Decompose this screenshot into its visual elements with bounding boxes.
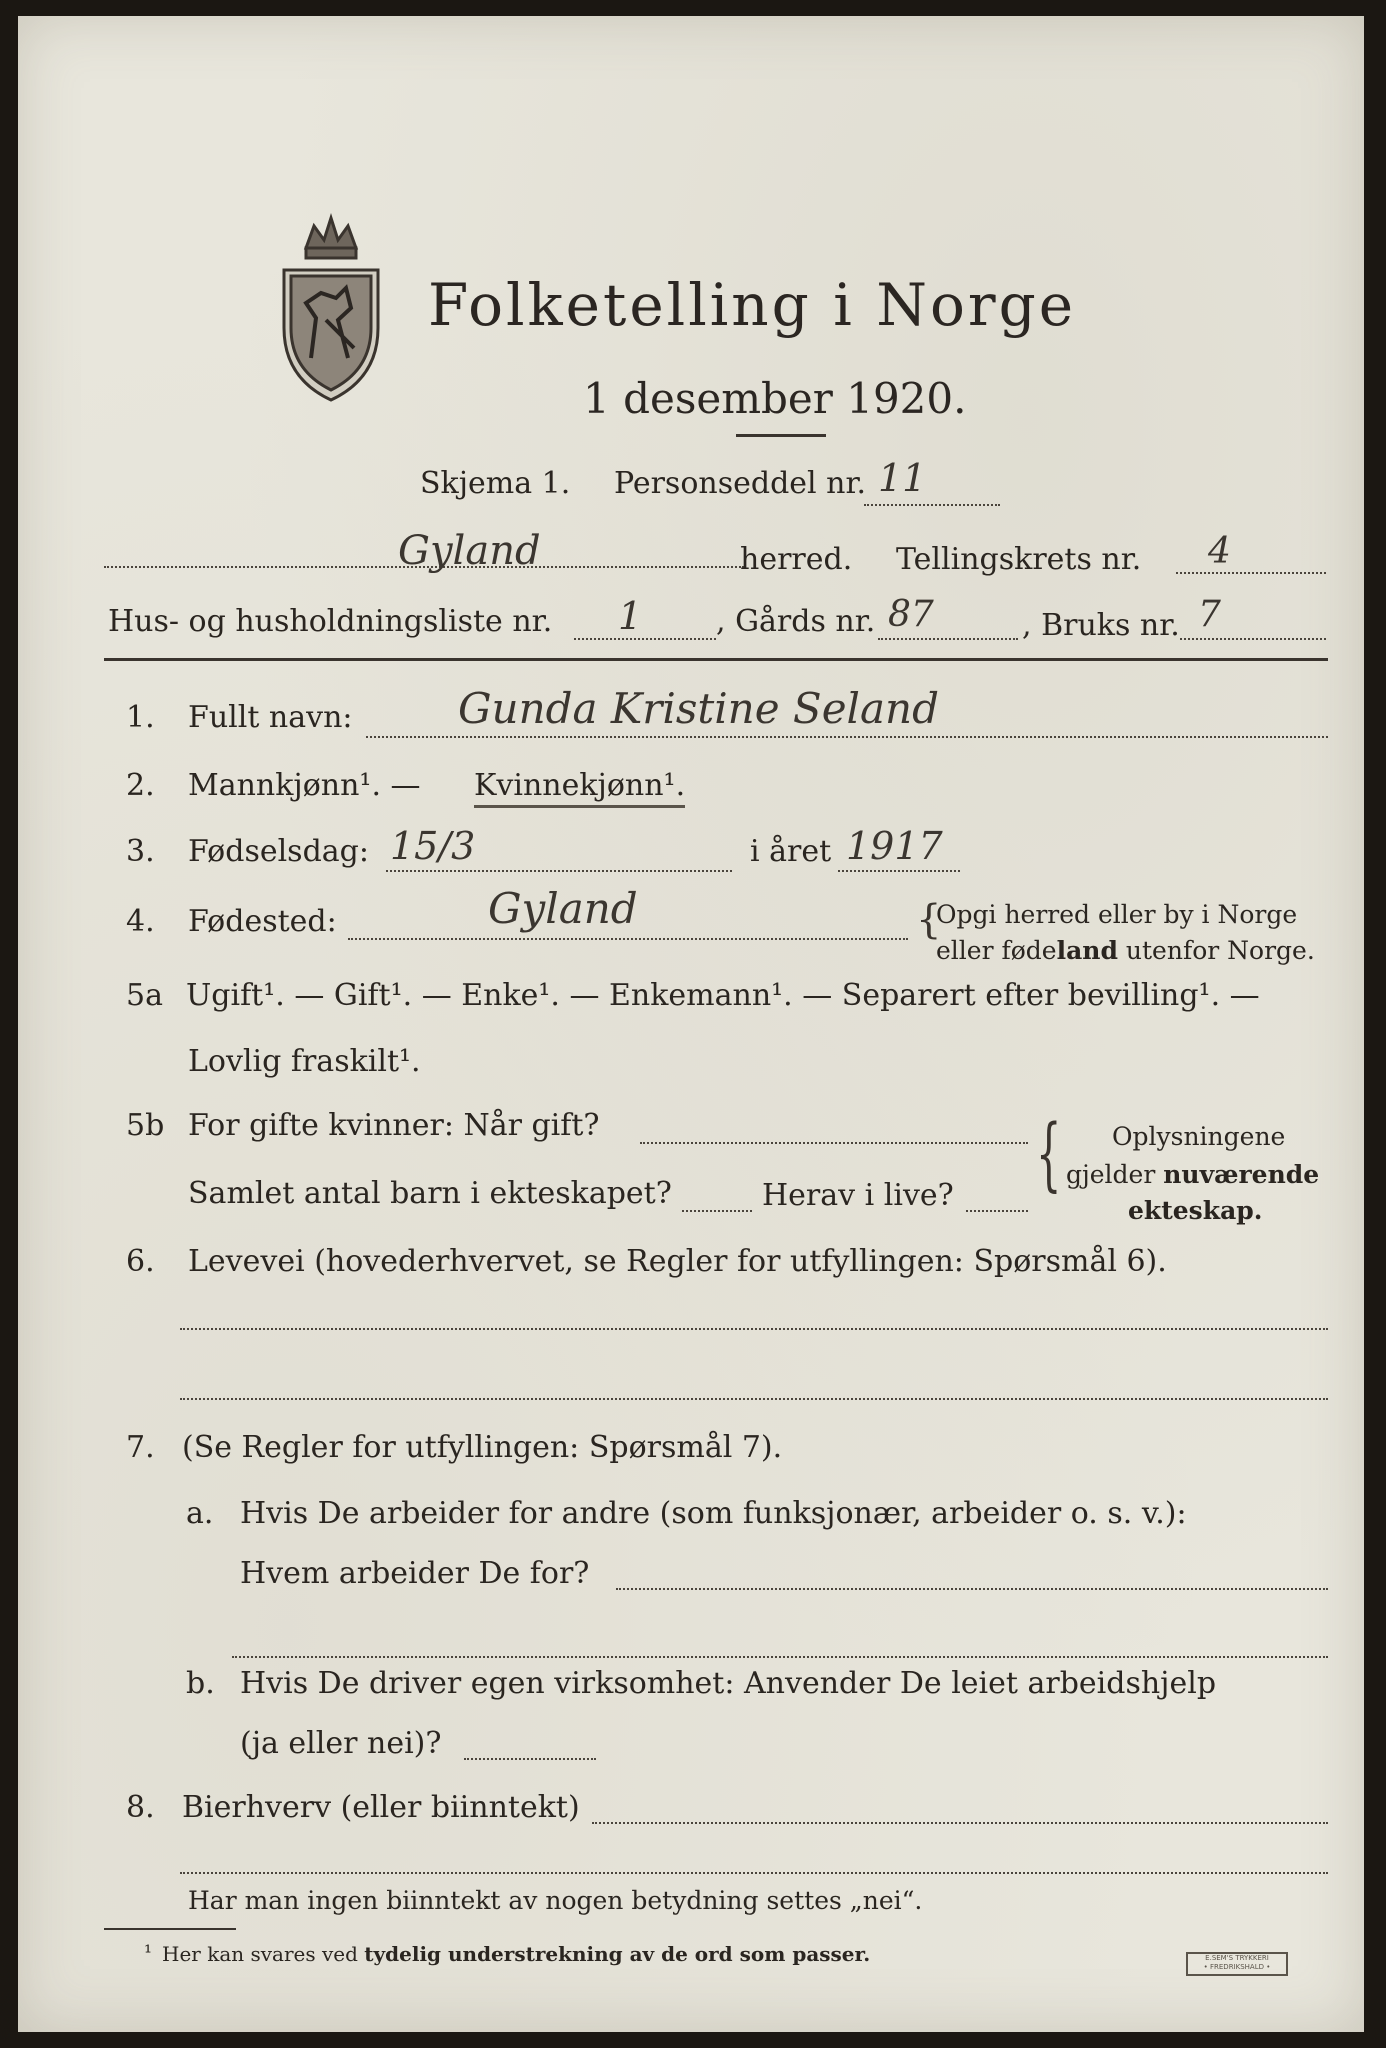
q6-line-1 <box>180 1328 1328 1330</box>
q8-line-2 <box>180 1872 1328 1874</box>
gards-label: , Gårds nr. <box>716 604 876 639</box>
q4-number: 4. <box>126 904 155 939</box>
q4-note-line1: Opgi herred eller by i Norge <box>936 900 1298 929</box>
q5b-alive-label: Herav i live? <box>762 1178 954 1213</box>
q2-number: 2. <box>126 768 155 803</box>
footnote-text-a: Her kan svares ved <box>162 1942 365 1966</box>
personseddel-line <box>864 504 1000 506</box>
q5b-children-label: Samlet antal barn i ekteskapet? <box>188 1176 672 1211</box>
herred-value: Gyland <box>398 528 541 574</box>
q4-note-part-a: eller føde <box>936 936 1057 965</box>
q7a-employer-line <box>616 1588 1328 1590</box>
stamp-line-2: • FREDRIKSHALD • <box>1203 1963 1271 1971</box>
q7a-letter: a. <box>186 1496 214 1531</box>
q7a-extra-line <box>232 1656 1328 1658</box>
q4-note-line2 <box>936 936 1315 965</box>
q2-option-male: Mannkjønn¹. — <box>188 768 421 803</box>
title-divider <box>736 434 826 437</box>
tellingskrets-line <box>1176 572 1326 574</box>
hus-line <box>574 638 716 640</box>
q7-label: (Se Regler for utfyllingen: Spørsmål 7). <box>182 1430 783 1465</box>
footnote-text-b: tydelig understrekning av de ord som passer. <box>364 1942 871 1966</box>
q8-number: 8. <box>126 1790 155 1825</box>
q5b-note-part-a: gjelder <box>1066 1160 1164 1189</box>
footnote-mark: ¹ <box>144 1940 153 1964</box>
personseddel-value: 11 <box>878 456 927 500</box>
census-form-page <box>18 16 1364 2032</box>
q8-label: Bierhverv (eller biinntekt) <box>182 1790 580 1825</box>
q5b-when-married: For gifte kvinner: Når gift? <box>188 1108 600 1143</box>
tellingskrets-label: Tellingskrets nr. <box>896 542 1142 577</box>
bruks-label: , Bruks nr. <box>1022 608 1180 643</box>
q5a-options: Ugift¹. — Gift¹. — Enke¹. — Enkemann¹. — Separert efter bevilling¹. — <box>186 978 1260 1013</box>
q6-label: Levevei (hovederhvervet, se Regler for utfyllingen: Spørsmål 6). <box>188 1244 1167 1279</box>
q3-year-value: 1917 <box>846 824 943 868</box>
bruks-value: 7 <box>1198 594 1221 635</box>
bruks-line <box>1180 638 1326 640</box>
q4-value: Gyland <box>488 884 638 933</box>
q5a-number: 5a <box>126 978 163 1013</box>
q2-option-female-underlined: Kvinnekjønn¹. <box>474 768 685 808</box>
q3-label: Fødselsdag: <box>188 834 369 869</box>
q5b-children-line <box>682 1210 752 1212</box>
q7-number: 7. <box>126 1430 155 1465</box>
q7b-question: Hvis De driver egen virksomhet: Anvender De leiet arbeidshjelp <box>240 1666 1217 1701</box>
q7b-yes-no-label: (ja eller nei)? <box>240 1726 442 1761</box>
form-title: Folketelling i Norge <box>428 271 1077 339</box>
q5b-note-line2 <box>1066 1160 1319 1189</box>
q7a-employer-label: Hvem arbeider De for? <box>240 1556 590 1591</box>
q4-note-part-c: utenfor Norge. <box>1117 936 1315 965</box>
stamp-line-1: E.SEM'S TRYKKERI <box>1205 1954 1269 1962</box>
skjema-label: Skjema 1. <box>420 466 571 501</box>
gards-line <box>878 638 1018 640</box>
hus-value: 1 <box>618 594 643 638</box>
herred-label: herred. <box>740 542 853 577</box>
tellingskrets-value: 4 <box>1208 531 1231 572</box>
q3-value: 15/3 <box>390 824 476 868</box>
q3-year-line <box>838 870 960 872</box>
q1-value: Gunda Kristine Seland <box>458 684 939 733</box>
q5b-number: 5b <box>126 1108 165 1143</box>
q3-number: 3. <box>126 834 155 869</box>
q4-note-part-b: land <box>1056 936 1118 965</box>
hus-label: Hus- og husholdningsliste nr. <box>108 604 553 639</box>
q4-line <box>348 938 908 940</box>
q5a-option-divorced: Lovlig fraskilt¹. <box>188 1044 421 1079</box>
q1-label: Fullt navn: <box>188 700 353 735</box>
q5b-note-line3: ekteskap. <box>1128 1196 1263 1225</box>
q8-line-1 <box>592 1822 1328 1824</box>
footer-note: Har man ingen biinntekt av nogen betydning settes „nei“. <box>188 1886 923 1915</box>
q7a-question: Hvis De arbeider for andre (som funksjonær, arbeider o. s. v.): <box>240 1496 1187 1531</box>
census-date: 1 desember 1920. <box>583 374 967 423</box>
norwegian-coat-of-arms-icon <box>276 208 386 408</box>
q5b-brace: { <box>1036 1107 1062 1200</box>
q3-year-label: i året <box>750 834 832 869</box>
q3-day-line <box>386 870 732 872</box>
footnote-rule <box>104 1928 236 1930</box>
q4-label: Fødested: <box>188 904 337 939</box>
printer-stamp <box>1186 1952 1288 1976</box>
q1-number: 1. <box>126 700 155 735</box>
header-rule <box>104 658 1328 661</box>
q6-line-2 <box>180 1398 1328 1400</box>
gards-value: 87 <box>888 594 934 635</box>
q1-line <box>366 736 1328 738</box>
q5b-note-line1: Oplysningene <box>1112 1122 1286 1151</box>
q5b-alive-line <box>966 1210 1028 1212</box>
q4-brace: { <box>916 897 942 943</box>
personseddel-label: Personseddel nr. <box>614 466 867 501</box>
q7b-line <box>464 1758 596 1760</box>
q5b-note-part-b: nuværende <box>1163 1160 1320 1189</box>
q7b-letter: b. <box>186 1666 215 1701</box>
q5b-when-line <box>640 1142 1028 1144</box>
footnote-text <box>162 1942 870 1966</box>
q6-number: 6. <box>126 1244 155 1279</box>
